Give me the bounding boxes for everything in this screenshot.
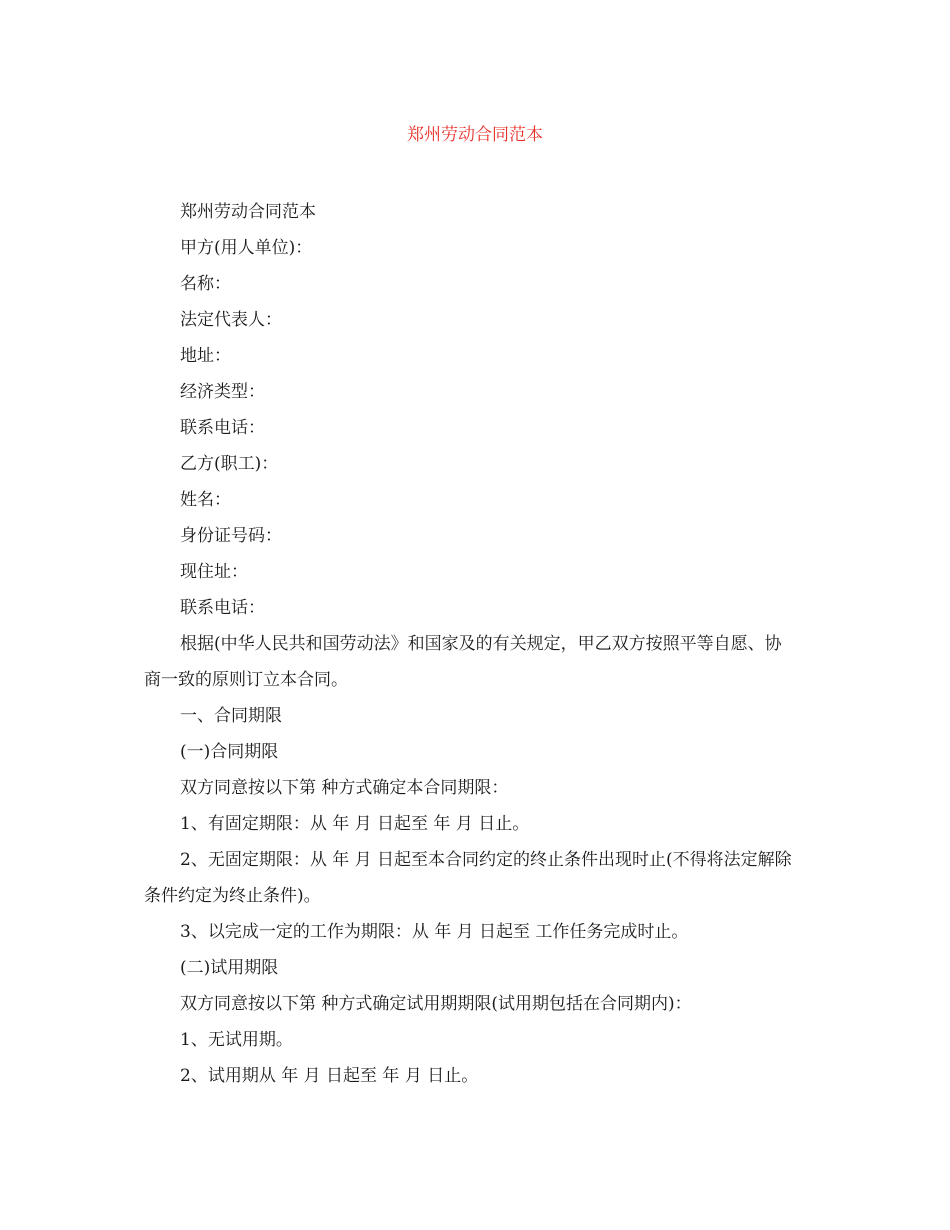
paragraph: 经济类型： [180,382,265,402]
paragraph: 身份证号码： [180,526,282,546]
paragraph: 联系电话： [180,418,265,438]
paragraph: 地址： [180,346,231,366]
list-item: 1、有固定期限：从 年 月 日起至 年 月 日止。 [180,814,530,834]
document-body [144,194,794,1094]
paragraph: 现住址： [180,562,248,582]
paragraph: 郑州劳动合同范本 [180,202,316,222]
section-heading: 一、合同期限 [180,706,282,726]
paragraph: 名称： [180,274,231,294]
paragraph: 双方同意按以下第 种方式确定试用期期限(试用期包括在合同期内)： [180,994,692,1014]
list-item: 1、无试用期。 [180,1030,293,1050]
list-item: 3、以完成一定的工作为期限：从 年 月 日起至 工作任务完成时止。 [180,922,689,942]
paragraph: 法定代表人： [180,310,282,330]
subsection-heading: (一)合同期限 [180,742,279,762]
document-title: 郑州劳动合同范本 [407,125,543,145]
paragraph: 姓名： [180,490,231,510]
paragraph: 双方同意按以下第 种方式确定本合同期限： [180,778,509,798]
paragraph: 联系电话： [180,598,265,618]
subsection-heading: (二)试用期限 [180,958,279,978]
list-item: 2、试用期从 年 月 日起至 年 月 日止。 [180,1066,479,1086]
list-item: 2、无固定期限：从 年 月 日起至本合同约定的终止条件出现时止(不得将法定解除条件约定为终止条件)。 [144,850,792,906]
paragraph: 乙方(职工)： [180,454,279,474]
paragraph: 甲方(用人单位)： [180,238,313,258]
paragraph: 根据(中华人民共和国劳动法》和国家及的有关规定，甲乙双方按照平等自愿、协商一致的原则订立本合同。 [144,634,782,690]
